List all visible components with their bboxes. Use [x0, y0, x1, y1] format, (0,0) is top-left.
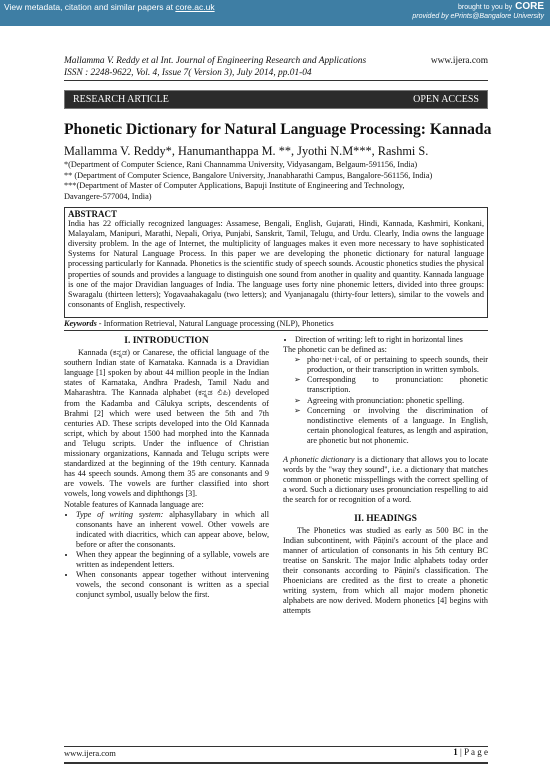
features-list	[64, 510, 269, 601]
keywords-text: - Information Retrieval, Natural Language processing (NLP), Phonetics	[96, 319, 334, 328]
intro-paragraph: Kannada (ಕನ್ನಡ) or Canarese, the official language of the southern Indian state of Karnataka. Kannada is a Dravidian language [1] spoken by about 44 million people in the Indian states of Karnataka, Andhra Pradesh, Tamil Nadu and Maharashtra. The Kannada alphabet (ಕನ್ನಡ ಲಿಪಿ) developed from the Kadamba and Cālukya scripts, descendents of Brahmi [2] which were used between the 5th and 7th centuries AD. These scripts developed into the Old Kannada script, which by about 1500 had morphed into the Kannada and Telugu scripts. Under the influence of Christian missionary organizations, Kannada and Telugu scripts were standardized at the beginning of the 19th century. Kannada has 44 speech sounds. Among them 35 are consonants and 9 are vowels. The vowels are further classified into short vowels, long vowels and diphthongs [3].	[64, 348, 269, 499]
list-item	[76, 570, 269, 600]
affiliation-4: Davangere-577004, India)	[64, 191, 152, 201]
page-footer	[64, 746, 488, 764]
keywords	[64, 319, 488, 328]
section-heading-introduction: I. INTRODUCTION	[124, 336, 209, 346]
list-item-text: When consonants appear together without intervening vowels, the second consonant is written as a special conjunct symbol, usually below the first.	[76, 570, 269, 600]
right-column	[283, 335, 488, 616]
headings-paragraph: The Phonetics was studied as early as 500 BC in the Indian subcontinent, with Pāṇini's account of the place and manner of articulation of consonants in his 5th century BC treatise on Sanskrit. The major Indic alphabets today order their consonants according to Pāṇini's classification. The Phoenicians are credited as the first to create a phonetic writing system, from which all major modern phonetic alphabets are now derived. Modern phonetics [4] begins with attempts	[283, 525, 488, 616]
features-lead: Notable features of Kannada language are:	[64, 499, 204, 509]
provided-by-text: provided by ePrints@Bangalore University	[412, 13, 544, 20]
keywords-rule	[64, 330, 488, 331]
list-item	[76, 550, 269, 570]
list-item-label: Type of writing system:	[76, 509, 164, 519]
abstract-box	[64, 207, 488, 318]
journal-site: www.ijera.com	[430, 56, 488, 66]
page-number	[453, 747, 488, 757]
core-link[interactable]: core.ac.uk	[175, 2, 215, 12]
phonetic-dictionary-definition: is a dictionary that allows you to locate words by the "way they sound", i.e. a dictionary that matches common or phonetic misspellings with the correct spelling of a word. Such a dictionary uses pronunciation respelling to aid the search for or recognition of a word.	[283, 455, 488, 505]
affiliation-1: *(Department of Computer Science, Rani Channamma University, Vidyasangam, Belgaum-591156, India)	[64, 160, 418, 169]
core-logo[interactable]: CORE	[515, 1, 544, 12]
paper-authors: Mallamma V. Reddy*, Hanumanthappa M. **, Jyothi N.M***, Rashmi S.	[64, 144, 429, 158]
list-item	[76, 510, 269, 550]
list-item: ➢ Corresponding to pronunciation: phonetic transcription.	[307, 375, 488, 395]
abstract-body: India has 22 officially recognized languages: Assamese, Bengali, English, Gujarati, Hindi, Kannada, Kashmiri, Konkani, Malayalam, Manipuri, Marathi, Nepali, Oriya, Punjabi, Sanskrit, Tamil, Telugu, and Urdu. Clearly, India owns the language diversity problem. In the age of Internet, the multiplicity of languages makes it even more necessary to have sophisticated Systems for Natural Language Process. In this paper we are developing the phonetic dictionary for natural language processing particularly for Kannada. Phonetics is the scientific study of speech sounds. Acoustic phonetics studies the physical properties of sounds and provides a language to distinguish one sound from another in quality and quantity. Kannada language is one of the major Dravidian languages of India. The language uses forty nine phonemic letters, divided into three groups: Swaragalu (thirteen letters); Yogavaahakagalu (two letters); and Vyanjanagalu (thirty-four letters), similar to the vowels and consonants of English, respectively.	[68, 219, 484, 309]
list-item: • Direction of writing: left to right in horizontal lines	[295, 335, 488, 345]
list-item-text: alphasyllabary in which all consonants have an inherent vowel. Other vowels are indicated with diacritics, which can appear above, below, before or after the consonants.	[76, 509, 269, 549]
affiliation-2: ** (Department of Computer Science, Bangalore University, Jnanabharathi Campus, Bangalore-561156, India)	[64, 170, 433, 180]
journal-citation: Mallamma V. Reddy et al Int. Journal of Engineering Research and Applications	[64, 56, 367, 66]
core-branding	[412, 1, 544, 20]
article-type: RESEARCH ARTICLE	[73, 94, 169, 105]
core-metadata-text	[4, 2, 215, 12]
list-item: ➢ pho·net·i·cal, of or pertaining to speech sounds, their production, or their transcription in written symbols.	[307, 355, 488, 375]
core-banner	[0, 0, 550, 26]
access-type: OPEN ACCESS	[413, 94, 479, 105]
footer-site: www.ijera.com	[64, 748, 116, 758]
page-label: | P a g e	[457, 747, 488, 757]
abstract-heading: ABSTRACT	[68, 209, 118, 219]
direction-list	[283, 335, 488, 345]
page-number-value: 1	[453, 747, 458, 757]
paper-title: Phonetic Dictionary for Natural Language Processing: Kannada	[64, 121, 492, 138]
journal-header	[64, 55, 488, 79]
definitions-list	[283, 355, 488, 446]
section-heading-headings: II. HEADINGS	[354, 513, 417, 524]
phonetic-dictionary-term: A phonetic dictionary	[283, 455, 355, 465]
definitions-lead: The phonetic can be defined as:	[283, 345, 387, 355]
header-rule	[64, 80, 488, 81]
left-column	[64, 335, 269, 600]
list-item-text: When they appear the beginning of a syllable, vowels are written as independent letters.	[76, 549, 269, 570]
affiliations	[64, 160, 488, 202]
brought-by-text: brought to you by	[458, 4, 513, 11]
keywords-label: Keywords	[64, 319, 97, 328]
list-item: ➢ Concerning or involving the discrimination of nondistinctive elements of a language. In English, certain phonological features, as length and aspiration, are phonetic but not phonemic.	[307, 406, 488, 446]
article-type-bar	[64, 90, 488, 109]
affiliation-3: ***(Department of Master of Computer Applications, Bapuji Institute of Engineering and Technology,	[64, 181, 405, 190]
phonetic-dictionary-paragraph	[283, 455, 488, 505]
core-prefix: View metadata, citation and similar papers at	[4, 2, 176, 12]
journal-issn: ISSN : 2248-9622, Vol. 4, Issue 7( Version 3), July 2014, pp.01-04	[64, 68, 312, 78]
list-item: ➢ Agreeing with pronunciation: phonetic spelling.	[307, 396, 488, 406]
